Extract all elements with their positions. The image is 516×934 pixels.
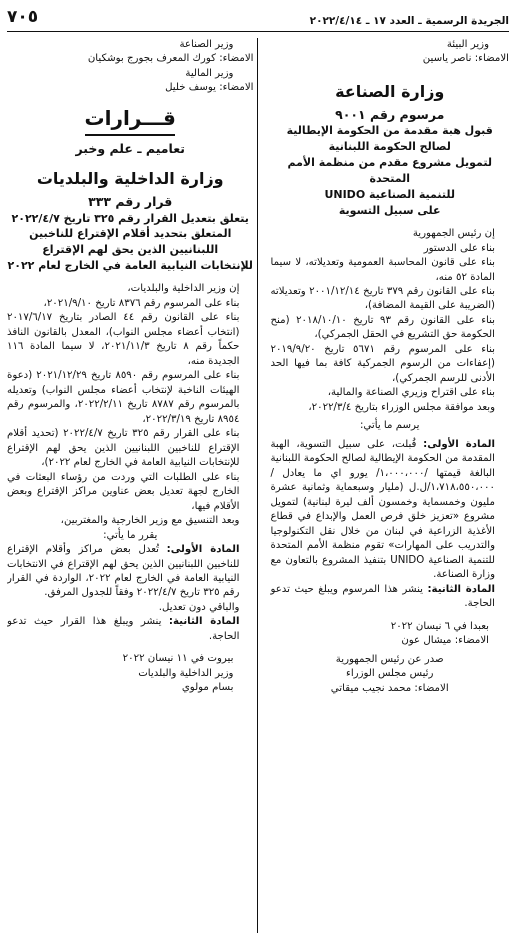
page-header bbox=[7, 6, 509, 32]
prime-minister-title: رئيس مجلس الوزراء bbox=[346, 668, 434, 680]
decisions-section-subtitle: تعاميم ـ علم وخبر bbox=[75, 141, 185, 157]
decision-subject-line-2: المتعلق بتحديد أقلام الإقتراع للناخبين bbox=[29, 227, 232, 241]
decree-subject-line-4: للتنمية الصناعية UNIDO bbox=[324, 188, 456, 202]
decree-preamble-3: بناء على قانون المحاسبة العمومية وتعديلاته، لا سيما المادة ٥٢ منه، bbox=[270, 257, 495, 283]
finance-minister-signature: الامضاء: يوسف خليل bbox=[165, 82, 254, 94]
industry-minister-title: وزير الصناعة bbox=[179, 39, 234, 50]
decree-article-1: المادة الأولى: قُبلت، على سبيل التسوية، الهبة المقدمة من الحكومة الإيطالية لصالح الحكومة اللبنانية البالغة قيمتها /١،٠٠٠،٠٠٠/ يورو اي ما يعادل /١،٧١٨،٥٥٠،٠٠٠/ل.ل (مليار وسبعماية وثمانية عشرة مليون وخمسماية وخمسون ألف ليرة لبنانية) لتمويل مشروع «تعزيز خلق فرص العمل والإبداع في قطاع الأغذية الزراعية في لبنان من خلال نقل التكنولوجيا والتدريب على المهارات» تقوم منظمة الأمم المتحدة للتنمية الصناعية UNIDO بتنفيذ المشروع بالتعاون مع وزارة الصناعة. bbox=[270, 438, 495, 581]
gazette-issue-title: الجريدة الرسمية ـ العدد ١٧ ـ ٢٠٢٢/٤/١٤ bbox=[309, 15, 509, 28]
decree-preamble-7: بناء على اقتراح وزيري الصناعة والمالية، bbox=[327, 387, 495, 399]
issued-by-line: صدر عن رئيس الجمهورية bbox=[335, 653, 444, 665]
decree-preamble-2: بناء على الدستور bbox=[423, 242, 495, 254]
decision-preamble-3: بناء على القانون رقم ٤٤ الصادر بتاريخ ٢٠١٧/٦/١٧ (انتخاب أعضاء مجلس النواب)، المعدل بالقانون النافذ حكماً رقم ٨ تاريخ ٢٠٢١/١١/٣، لا سيما المادة ١١٦ الجديدة منه، bbox=[6, 312, 240, 367]
decision-preamble-1: إن وزير الداخلية والبلديات، bbox=[127, 283, 240, 295]
decree-preamble-4: بناء على القانون رقم ٣٧٩ تاريخ ٢٠٠١/١٢/١٤ وتعديلاته (الضريبة على القيمة المضافة)، bbox=[270, 286, 495, 312]
left-column bbox=[7, 38, 253, 933]
industry-ministry-heading: وزارة الصناعة bbox=[335, 81, 445, 101]
decree-preamble-8: وبعد موافقة مجلس الوزراء بتاريخ ٢٠٢٢/٣/٤، bbox=[308, 401, 495, 413]
interior-minister-title: وزير الداخلية والبلديات bbox=[138, 667, 234, 679]
page-columns bbox=[7, 38, 509, 933]
decision-subject-line-1: يتعلق بتعديل القرار رقم ٣٢٥ تاريخ ٢٠٢٢/٤/٧ bbox=[11, 211, 249, 225]
decision-article-2: المادة الثانية: ينشر ويبلغ هذا القرار حيث تدعو الحاجة. bbox=[6, 616, 240, 642]
decree-subject-line-3: لتمويل مشروع مقدم من منظمة الأمم المتحدة bbox=[287, 156, 492, 186]
interior-ministry-heading: وزارة الداخلية والبلديات bbox=[36, 169, 224, 189]
decision-preamble-6: بناء على الطلبات التي وردت من رؤساء البعثات في الخارج لجهة تعديل بعض عناوين مراكز الإقتراع وبعض الأقلام فيها، bbox=[6, 471, 240, 512]
industry-minister-signature: الامضاء: كورك المعرف بجورج بوشكيان bbox=[87, 53, 254, 65]
decree-subject-line-2: لصالح الحكومة اللبنانية bbox=[328, 140, 451, 154]
decision-preamble-4: بناء على المرسوم رقم ٨٥٩٠ تاريخ ٢٠٢١/١٢/٢٩ (دعوة الهيئات الناخبة لإنتخاب أعضاء مجلس النواب) وتعديله بالمرسوم رقم ٨٧٨٧ تاريخ ٢٠٢٢/٢/١١، والمرسوم رقم ٨٩٥٤ تاريخ ٢٠٢٢/٣/١٩، bbox=[6, 370, 240, 425]
environment-minister-signature: الامضاء: ناصر ياسين bbox=[422, 53, 509, 65]
page-number: ٧٠٥ bbox=[7, 6, 39, 27]
column-divider bbox=[257, 38, 258, 933]
decision-preamble-5: بناء على القرار رقم ٣٢٥ تاريخ ٢٠٢٢/٤/٧ (تحديد أقلام الإقتراع للناخبين اللبنانيين الذين يحق لهم الإقتراع للإنتخابات النيابية العامة في الخارج لعام ٢٠٢٢)، bbox=[6, 428, 240, 469]
decree-subject-line-5: على سبيل التسوية bbox=[338, 204, 441, 218]
decision-preamble-2: بناء على المرسوم رقم ٨٣٧٦ تاريخ ٢٠٢١/٩/١٠، bbox=[43, 297, 240, 309]
decision-article-1-tail: والباقي دون تعديل. bbox=[158, 601, 240, 613]
decision-number: قرار رقم ٣٣٣ bbox=[88, 193, 173, 209]
section-title-rule bbox=[85, 134, 175, 136]
decree-article-2: المادة الثانية: ينشر هذا المرسوم ويبلغ حيث تدعو الحاجة. bbox=[270, 583, 495, 610]
decisions-section-title: قـــرارات bbox=[84, 105, 176, 130]
decision-date: بيروت في ١١ نيسان ٢٠٢٢ bbox=[122, 653, 234, 665]
decree-decrees-line: يرسم ما يأتي: bbox=[359, 420, 420, 432]
decree-subject-line-1: قبول هبة مقدمة من الحكومة الإيطالية bbox=[286, 124, 493, 138]
decree-preamble-6: بناء على المرسوم رقم ٥٦٧١ تاريخ ٢٠١٩/٩/٢٠ (إعفاءات من الرسوم الجمركية كافة بما فيها الحد الأدنى للرسم الجمركي)، bbox=[270, 343, 496, 384]
decision-subject-line-3: اللبنانيين الذين يحق لهم الإقتراع bbox=[42, 243, 219, 257]
decree-preamble-5: بناء على القانون رقم ٩٣ تاريخ ٢٠١٨/١٠/١٠ (منح الحكومة حق التشريع في الحقل الجمركي)، bbox=[270, 314, 495, 341]
decree-preamble-1: إن رئيس الجمهورية bbox=[412, 228, 495, 240]
interior-minister-name: بسام مولوي bbox=[181, 682, 234, 694]
decision-decides-line: يقرر ما يأتي: bbox=[103, 529, 158, 541]
president-signature: الامضاء: ميشال عون bbox=[401, 635, 489, 647]
environment-minister-title: وزير البيئة bbox=[446, 39, 489, 50]
prime-minister-signature: الامضاء: محمد نجيب ميقاتي bbox=[330, 682, 449, 694]
decree-number: مرسوم رقم ٩٠٠١ bbox=[335, 106, 445, 122]
decision-subject-line-4: للإنتخابات النيابية العامة في الخارج لعام ٢٠٢٢ bbox=[7, 259, 253, 273]
decision-article-1: المادة الأولى: تُعدل بعض مراكز وأقلام الإقتراع للناخبين اللبنانيين الذين يحق لهم الإقتراع في الانتخابات النيابية العامة في الخارج لعام ٢٠٢٢، الواردة في القرار رقم ٣٢٥ تاريخ ٢٠٢٢/٤/٧ وفقاً للجدول المرفق. bbox=[6, 544, 240, 599]
decision-preamble-7: وبعد التنسيق مع وزير الخارجية والمغتربين، bbox=[60, 515, 240, 527]
finance-minister-title: وزير المالية bbox=[185, 67, 234, 79]
right-column bbox=[262, 38, 509, 933]
decree-date: بعبدا في ٦ نيسان ٢٠٢٢ bbox=[390, 620, 489, 632]
